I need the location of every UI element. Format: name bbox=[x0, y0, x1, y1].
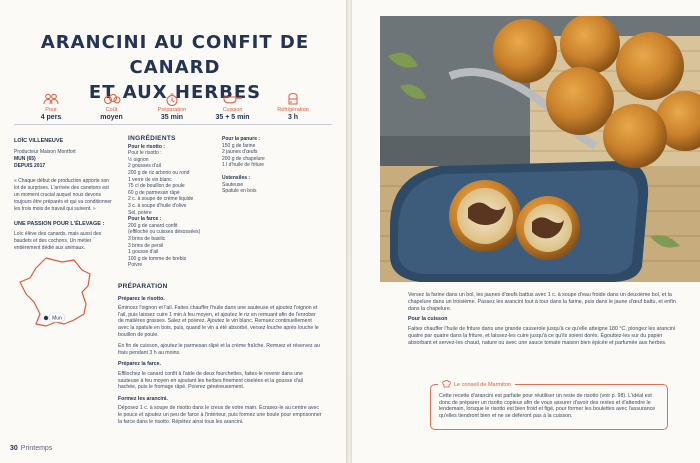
meta-label: Coût bbox=[105, 107, 118, 113]
preparation-section bbox=[118, 284, 322, 430]
producer-quote: « Chaque début de production apporte son lot de surprises. L'arrivée des canetons est un moment crucial auquel nous devons toujours être préparés et qui va conditionner les trois mois de travail qui suivent. » bbox=[14, 178, 112, 212]
tip-text: Cette recette d'arancini est parfaite pour réutiliser un reste de risotto (voir p. 98). L'idéal est donc de préparer un risotto copieux afin de vous assurer d'avoir des restes et d'attendre le lendemain, lorsque le risotto est bien froid et figé, pour former les boulettes avec l'assurance qu'elles tiendront bien et ne se déferont pas à la cuisson. bbox=[439, 393, 656, 419]
producer-location: MUN (65) bbox=[14, 156, 36, 162]
ingredient-group-title: Pour le risotto : bbox=[128, 143, 165, 150]
right-page bbox=[352, 0, 700, 463]
ingredient-item: 2 gousses d'ail bbox=[128, 163, 161, 170]
france-map bbox=[16, 254, 98, 332]
meta-prep-time bbox=[143, 92, 201, 121]
chef-hat-icon bbox=[442, 380, 451, 390]
ingredients-column-2 bbox=[222, 136, 322, 195]
step-title: Formez les arancini. bbox=[118, 395, 168, 402]
map-label: Mun bbox=[52, 315, 62, 322]
tip-heading-label: Le conseil de Marmiton bbox=[454, 382, 511, 388]
ingredient-item: 2 c. à soupe de crème liquide bbox=[128, 196, 194, 203]
meta-chill-time bbox=[264, 92, 322, 121]
page-number: 30 bbox=[10, 445, 18, 452]
ingredient-item: 60 g de parmesan râpé bbox=[128, 189, 180, 196]
meta-servings bbox=[22, 92, 80, 121]
ingredient-group-title: Pour la farce : bbox=[128, 216, 162, 223]
preparation-continued bbox=[408, 292, 684, 351]
step-title: Pour la cuisson bbox=[408, 316, 448, 323]
ingredient-item: 3 brins de persil bbox=[128, 242, 164, 249]
step-text: Versez la farine dans un bol, les jaunes d'œufs battus avec 1 c. à soupe d'eau froide dans un deuxième bol, et la chapelure dans un troisième. Passez les arancini tout à tour dans la farine, puis dans le jaune d'œuf battu, et enfin dans la chapelure. bbox=[408, 292, 676, 312]
ingredient-item: 200 g de chapelure bbox=[222, 155, 265, 162]
producer-column bbox=[14, 138, 114, 252]
step-title: Préparez le risotto. bbox=[118, 295, 165, 302]
ingredient-item: Sauteuse bbox=[222, 181, 244, 188]
ingredients-heading: INGRÉDIENTS bbox=[128, 135, 176, 142]
coins-icon bbox=[83, 92, 141, 106]
tip-heading bbox=[438, 380, 515, 390]
fridge-icon bbox=[264, 92, 322, 106]
page-footer bbox=[10, 445, 52, 452]
meta-label: Réfrigération bbox=[277, 107, 309, 113]
meta-value: 3 h bbox=[287, 114, 299, 121]
tip-box bbox=[430, 384, 668, 430]
meta-value: 35 min bbox=[160, 114, 184, 121]
step-text: Faites chauffer l'huile de friture dans une grande casserole jusqu'à ce qu'elle atteigne 180 °C, plongez les arancini quatre par quatre dans la friture, et laissez-les cuire jusqu'à ce qu'ils soient dorés. Égouttez-les sur du papier absorbant et servez-les chaud, nature ou avec une sauce tomate maison bien épicée et parfumée aux herbes. bbox=[408, 326, 676, 346]
ingredient-item: 3 brins de basilic bbox=[128, 235, 166, 242]
timer-icon bbox=[143, 92, 201, 106]
ingredient-group-title: Pour la panure : bbox=[222, 136, 261, 142]
ingredients-column-1 bbox=[128, 136, 220, 269]
section-name: Printemps bbox=[20, 445, 53, 452]
passion-text: Loïc élève des canards, mais aussi des baudets et des cochons. Un métier entièrement dédié aux animaux. bbox=[14, 231, 102, 251]
ingredient-subtitle: Pour le risotto : bbox=[128, 150, 162, 157]
ingredient-item: Poivre bbox=[128, 262, 143, 269]
ingredient-item: ½ oignon bbox=[128, 156, 149, 163]
step-text: En fin de cuisson, ajoutez le parmesan râpé et la crème fraîche. Remuez et réservez au frais pendant 3 h au moins. bbox=[118, 343, 320, 356]
step-text: Effilochez le canard confit à l'aide de deux fourchettes, faites-le revenir dans une sauteuse à feu moyen en ajoutant les herbes finement ciselées et la gousse d'ail hachée, puis le fromage râpé. Poivrez généreusement. bbox=[118, 370, 303, 391]
ingredient-item: 150 g de farine bbox=[222, 142, 256, 149]
people-icon bbox=[22, 92, 80, 106]
meta-cook-time bbox=[204, 92, 262, 121]
producer-since: DEPUIS 2017 bbox=[14, 163, 46, 169]
meta-divider bbox=[14, 124, 332, 125]
ingredient-item: 2 jaunes d'œufs bbox=[222, 149, 258, 156]
meta-label: Préparation bbox=[157, 107, 187, 113]
ingredient-item: Spatule en bois bbox=[222, 188, 257, 195]
left-page bbox=[0, 0, 348, 463]
producer-role: Producteur Maison Montfort bbox=[14, 149, 76, 155]
ingredient-item: Sel, poivre bbox=[128, 209, 152, 216]
meta-value: moyen bbox=[100, 114, 123, 121]
ingredient-item: 100 g de tomme de brebis bbox=[128, 255, 187, 262]
ingredient-item: 1 verre de vin blanc bbox=[128, 176, 172, 183]
step-title: Préparez la farce. bbox=[118, 361, 161, 368]
meta-label: Pour bbox=[45, 107, 57, 113]
meta-label: Cuisson bbox=[222, 107, 243, 113]
preparation-heading: PRÉPARATION bbox=[118, 283, 168, 290]
meta-value: 35 + 5 min bbox=[215, 114, 250, 121]
ingredient-group-title: Ustensiles : bbox=[222, 174, 251, 181]
producer-name: LOÏC VILLENEUVE bbox=[14, 138, 64, 144]
ingredient-item: 1 l d'huile de friture bbox=[222, 162, 265, 169]
recipe-meta bbox=[22, 92, 322, 121]
ingredient-item: 75 cl de bouillon de poule bbox=[128, 183, 185, 190]
ingredient-item: (effiloché ou cuisses désossées) bbox=[128, 229, 201, 236]
meta-cost bbox=[83, 92, 141, 121]
ingredient-item: 3 c. à soupe d'huile d'olive bbox=[128, 202, 187, 209]
passion-heading: UNE PASSION POUR L'ÉLEVAGE : bbox=[14, 221, 105, 227]
ingredient-item: 1 gousse d'ail bbox=[128, 249, 159, 256]
ingredient-item: 200 g de canard confit bbox=[128, 222, 178, 229]
pan-icon bbox=[204, 92, 262, 106]
recipe-title-line-1: ARANCINI AU CONFIT DE CANARD bbox=[40, 32, 310, 78]
step-text: Émincez l'oignon et l'ail. Faites chauffer l'huile dans une sauteuse et ajoutez l'oignon et l'ail, puis laissez cuire 1 min à feu moyen, et ajoutez le riz en remuant afin de l'enrober de matières grasses. Salez et poivrez. Ajoutez le vin blanc. Remuez continuellement avec la spatule en bois, puis, quand le vin a été absorbé, versez louche après louche le bouillon de poule. bbox=[118, 305, 319, 338]
ingredient-item: 200 g de riz arborio ou rond bbox=[128, 169, 190, 176]
meta-value: 4 pers bbox=[40, 114, 62, 121]
arancini-photo bbox=[380, 16, 700, 282]
step-text: Déposez 1 c. à soupe de risotto dans le creux de votre main. Écrasez-le au centre avec le pouce et ajoutez un peu de farce à l'intérieur, puis formez une boule pour emprisonner la farce dans le risotto. Répétez ainsi tous les arancini. bbox=[118, 405, 322, 425]
recipe-title-line-2: ET AUX HERBES bbox=[88, 82, 262, 103]
